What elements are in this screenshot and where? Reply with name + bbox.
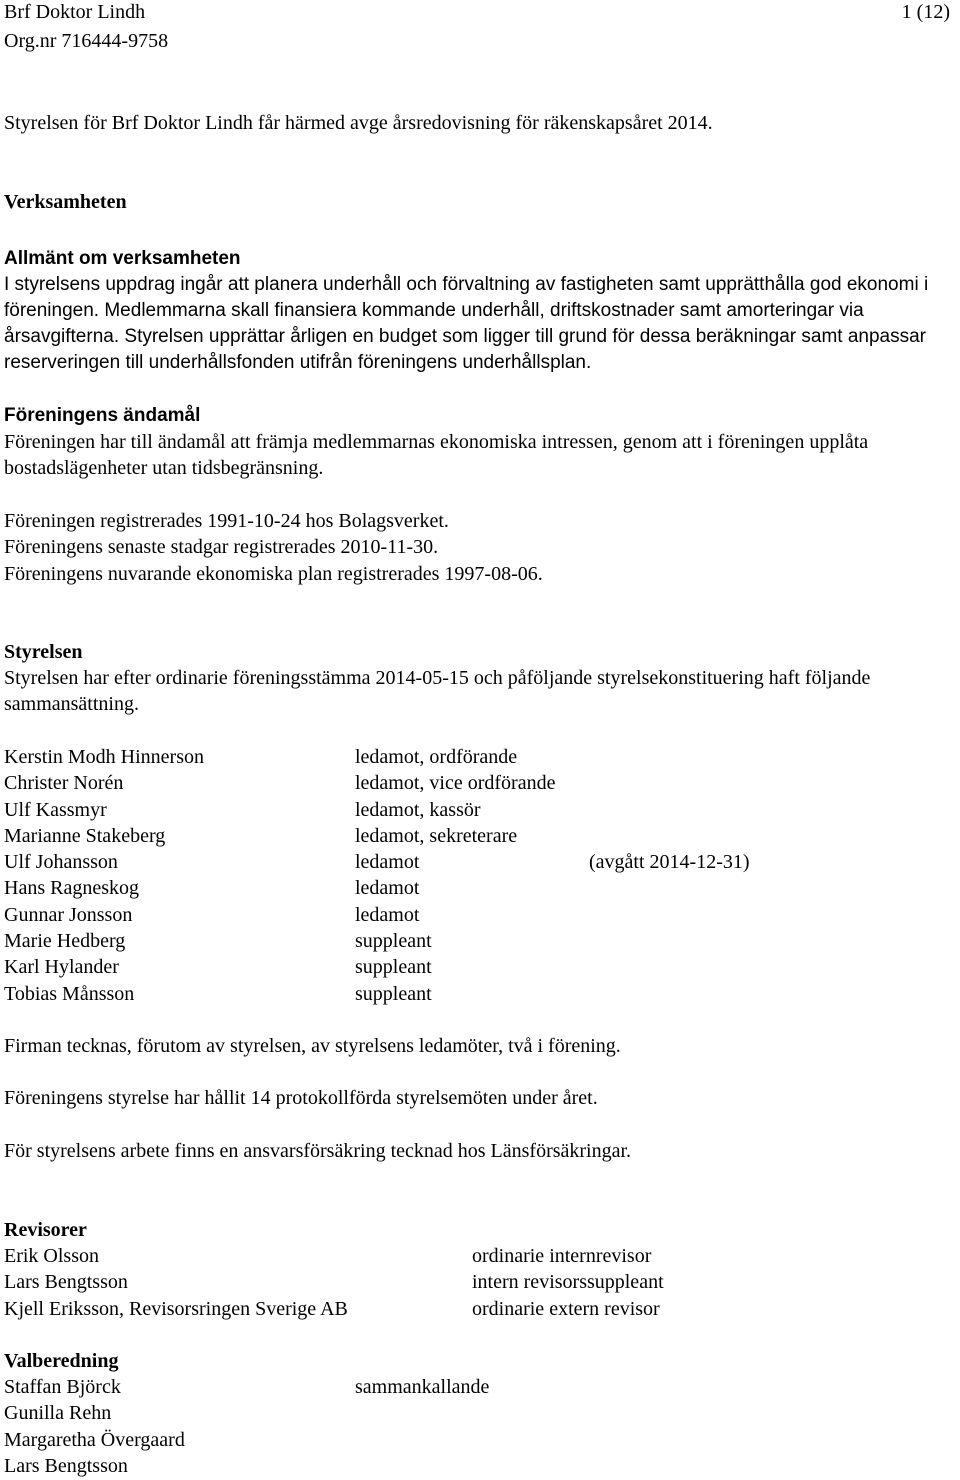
member-role: ledamot, sekreterare <box>355 824 518 847</box>
member-role: ledamot <box>355 877 420 900</box>
auditor-name: Erik Olsson <box>4 1245 99 1267</box>
member-name: Tobias Månsson <box>4 982 135 1005</box>
paragraph-purpose: Föreningen har till ändamål att främja medlemmarnas ekonomiska intressen, genom att i föreningen upplåta bostadslägenheter utan tidsbegränsning. <box>4 431 869 479</box>
paragraph-general: I styrelsens uppdrag ingår att planera underhåll och förvaltning av fastigheten samt upprätthålla god ekonomi i föreningen. Medlemmarna skall finansiera kommande underhåll, driftskostnader samt amorteringar via årsavgifterna. Styrelsen upprättar årligen en budget som ligger till grund för dessa beräkningar samt anpassar reserveringen till underhållsfonden utifrån föreningens underhållsplan. <box>4 274 929 373</box>
auditor-name: Kjell Eriksson, Revisorsringen Sverige AB <box>4 1297 348 1320</box>
member-role: ledamot, ordförande <box>355 746 518 768</box>
auditor-role: ordinarie extern revisor <box>472 1297 660 1320</box>
member-name: Christer Norén <box>4 772 124 795</box>
board-member-row <box>4 797 950 823</box>
auditor-name: Lars Bengtsson <box>4 1271 128 1294</box>
member-role: suppleant <box>355 956 432 979</box>
auditor-role: ordinarie internrevisor <box>472 1245 652 1267</box>
page-number: 1 (12) <box>901 1 950 23</box>
board-member-row <box>4 770 950 796</box>
board-member-row <box>4 954 950 980</box>
committee-row <box>4 1400 950 1426</box>
nomination-committee-table <box>4 1374 950 1479</box>
auditor-row <box>4 1296 950 1322</box>
committee-name: Staffan Björck <box>4 1376 121 1398</box>
auditors-table <box>4 1243 950 1322</box>
board-members-table <box>4 744 950 1007</box>
page-header <box>4 0 950 54</box>
member-role: suppleant <box>355 930 432 953</box>
member-name: Karl Hylander <box>4 956 119 979</box>
registration-line-3: Föreningens nuvarande ekonomiska plan registrerades 1997-08-06. <box>4 563 543 585</box>
board-member-row <box>4 981 950 1007</box>
member-name: Ulf Kassmyr <box>4 798 107 821</box>
board-member-row <box>4 849 950 875</box>
committee-name: Gunilla Rehn <box>4 1402 112 1425</box>
paragraph-styrelsen-intro: Styrelsen har efter ordinarie föreningsstämma 2014-05-15 och påföljande styrelsekonstituering haft följande sammansättning. <box>4 667 871 715</box>
board-member-row <box>4 744 950 770</box>
member-name: Marie Hedberg <box>4 930 126 953</box>
signing-text: Firman tecknas, förutom av styrelsen, av styrelsens ledamöter, två i förening. <box>4 1035 621 1057</box>
member-role: ledamot, kassör <box>355 798 481 821</box>
registration-line-1: Föreningen registrerades 1991-10-24 hos Bolagsverket. <box>4 510 449 532</box>
board-member-row <box>4 823 950 849</box>
committee-name: Margaretha Övergaard <box>4 1428 185 1451</box>
committee-row <box>4 1453 950 1479</box>
committee-name: Lars Bengtsson <box>4 1454 128 1477</box>
member-name: Marianne Stakeberg <box>4 824 166 847</box>
meetings-text: Föreningens styrelse har hållit 14 protokollförda styrelsemöten under året. <box>4 1087 598 1109</box>
section-title-valberedning: Valberedning <box>4 1350 119 1372</box>
section-title-styrelsen: Styrelsen <box>4 641 83 663</box>
member-role: ledamot, vice ordförande <box>355 772 556 795</box>
member-role: ledamot <box>355 903 420 926</box>
board-member-row <box>4 875 950 901</box>
member-name: Ulf Johansson <box>4 851 118 874</box>
member-name: Hans Ragneskog <box>4 877 139 900</box>
member-role: suppleant <box>355 982 432 1005</box>
member-note: (avgått 2014-12-31) <box>589 851 750 874</box>
member-name: Gunnar Jonsson <box>4 903 133 926</box>
section-title-revisorer: Revisorer <box>4 1219 87 1241</box>
subheading-general: Allmänt om verksamheten <box>4 248 241 269</box>
registration-line-2: Föreningens senaste stadgar registrerades 2010-11-30. <box>4 536 439 558</box>
subheading-purpose: Föreningens ändamål <box>4 405 201 426</box>
org-number: Org.nr 716444-9758 <box>4 30 169 52</box>
committee-row <box>4 1374 950 1400</box>
intro-text: Styrelsen för Brf Doktor Lindh får härmed avge årsredovisning för räkenskapsåret 2014. <box>4 112 713 134</box>
auditor-row <box>4 1269 950 1295</box>
insurance-text: För styrelsens arbete finns en ansvarsförsäkring tecknad hos Länsförsäkringar. <box>4 1140 632 1162</box>
committee-row <box>4 1427 950 1453</box>
auditor-row <box>4 1243 950 1269</box>
section-title-verksamheten: Verksamheten <box>4 191 127 213</box>
committee-role: sammankallande <box>355 1376 490 1398</box>
member-role: ledamot <box>355 851 420 874</box>
member-name: Kerstin Modh Hinnerson <box>4 746 204 768</box>
board-member-row <box>4 928 950 954</box>
auditor-role: intern revisorssuppleant <box>472 1271 664 1294</box>
org-name: Brf Doktor Lindh <box>4 1 146 23</box>
board-member-row <box>4 902 950 928</box>
